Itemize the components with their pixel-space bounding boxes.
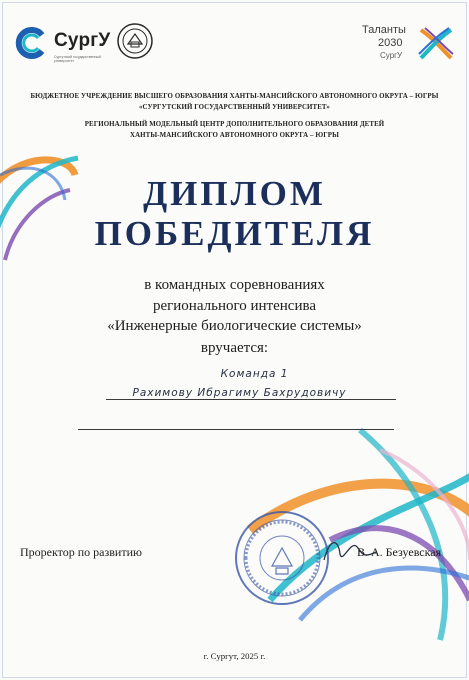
talents-label-1: Таланты [362,24,406,36]
recipient-underline-1 [106,399,396,400]
signatory-position: Проректор по развитию [20,545,142,559]
talents-logo [360,22,460,72]
award-text-4: вручается: [200,340,269,356]
talents-cross-icon [415,24,457,64]
place-and-date: г. Сургут, 2025 г. [203,651,266,661]
university-emblem-icon [116,22,154,60]
diploma-title-2: ПОБЕДИТЕЛЯ [94,214,375,253]
recipient-name: Рахимову Ибрагиму Бахрудовичу [132,387,347,399]
official-stamp-icon [232,508,332,608]
talents-label-3: СургУ [380,51,403,60]
surgu-logo-icon [14,26,48,60]
award-text-1: в командных соревнованиях [144,277,325,293]
institution-line-1: БЮДЖЕТНОЕ УЧРЕЖДЕНИЕ ВЫСШЕГО ОБРАЗОВАНИЯ ХАНТЫ-МАНСИЙСКОГО АВТОНОМНОГО ОКРУГА – ЮГРЫ [30,93,439,100]
award-text-3: «Инженерные биологические системы» [107,318,362,334]
institution-line-4: ХАНТЫ-МАНСИЙСКОГО АВТОНОМНОГО ОКРУГА – ЮГРЫ [130,132,339,139]
signatory-name: В. А. Безуевская [357,545,442,559]
recipient-underline-2 [78,429,394,430]
talents-label-2: 2030 [378,37,403,49]
university-name: СургУ [54,30,111,51]
institution-line-2: «СУРГУТСКИЙ ГОСУДАРСТВЕННЫЙ УНИВЕРСИТЕТ» [139,104,330,111]
diploma-title-1: ДИПЛОМ [143,174,326,213]
award-text-2: регионального интенсива [152,298,317,314]
university-subtitle: Сургутский государственный университет [54,55,101,63]
recipient-team: Команда 1 [220,368,289,380]
institution-line-3: РЕГИОНАЛЬНЫЙ МОДЕЛЬНЫЙ ЦЕНТР ДОПОЛНИТЕЛЬНОГО ОБРАЗОВАНИЯ ДЕТЕЙ [84,121,385,128]
